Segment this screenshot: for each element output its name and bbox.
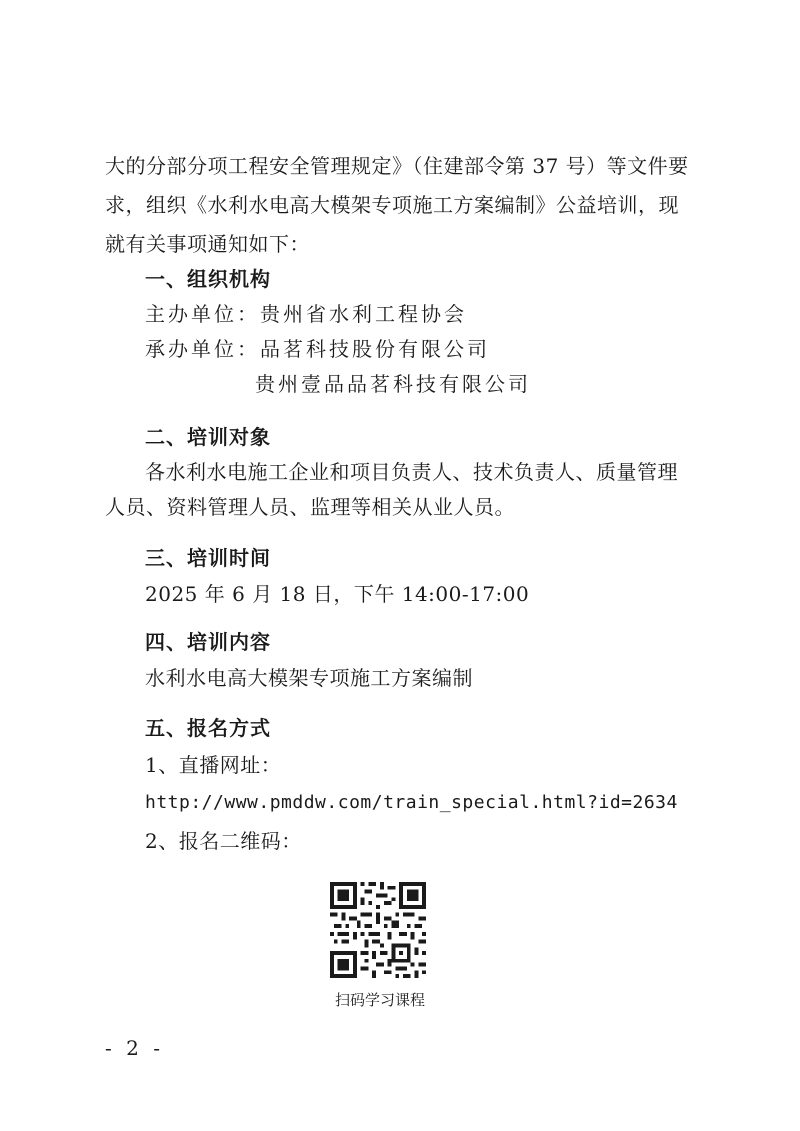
training-time: 2025 年 6 月 18 日，下午 14:00-17:00 xyxy=(145,582,530,606)
intro-line-3: 就有关事项通知如下： xyxy=(105,232,310,256)
qr-caption: 扫码学习课程 xyxy=(334,991,425,1009)
intro-line-1: 大的分部分项工程安全管理规定》（住建部令第 37 号）等文件要 xyxy=(105,154,689,178)
section-heading-registration: 五、报名方式 xyxy=(145,716,271,740)
host-unit: 主办单位：贵州省水利工程协会 xyxy=(145,302,467,326)
audience-line-1: 各水利水电施工企业和项目负责人、技术负责人、质量管理 xyxy=(145,460,678,484)
livestream-url-link[interactable]: http://www.pmddw.com/train_special.html?id=2634 xyxy=(145,792,678,813)
qr-code-icon[interactable] xyxy=(330,882,426,978)
livestream-label: 1、直播网址： xyxy=(145,753,282,777)
section-heading-time: 三、培训时间 xyxy=(145,546,271,570)
training-content: 水利水电高大模架专项施工方案编制 xyxy=(145,666,473,690)
section-heading-content: 四、培训内容 xyxy=(145,630,271,654)
page-number: - 2 - xyxy=(105,1036,164,1060)
section-heading-organization: 一、组织机构 xyxy=(145,267,271,291)
section-heading-audience: 二、培训对象 xyxy=(145,425,271,449)
intro-line-2: 求，组织《水利水电高大模架专项施工方案编制》公益培训，现 xyxy=(105,193,679,217)
registration-qr-label: 2、报名二维码： xyxy=(145,829,302,853)
organizer-unit-2: 贵州壹品品茗科技有限公司 xyxy=(255,372,531,396)
organizer-unit-1: 承办单位：品茗科技股份有限公司 xyxy=(145,337,490,361)
audience-line-2: 人员、资料管理人员、监理等相关从业人员。 xyxy=(105,495,515,519)
